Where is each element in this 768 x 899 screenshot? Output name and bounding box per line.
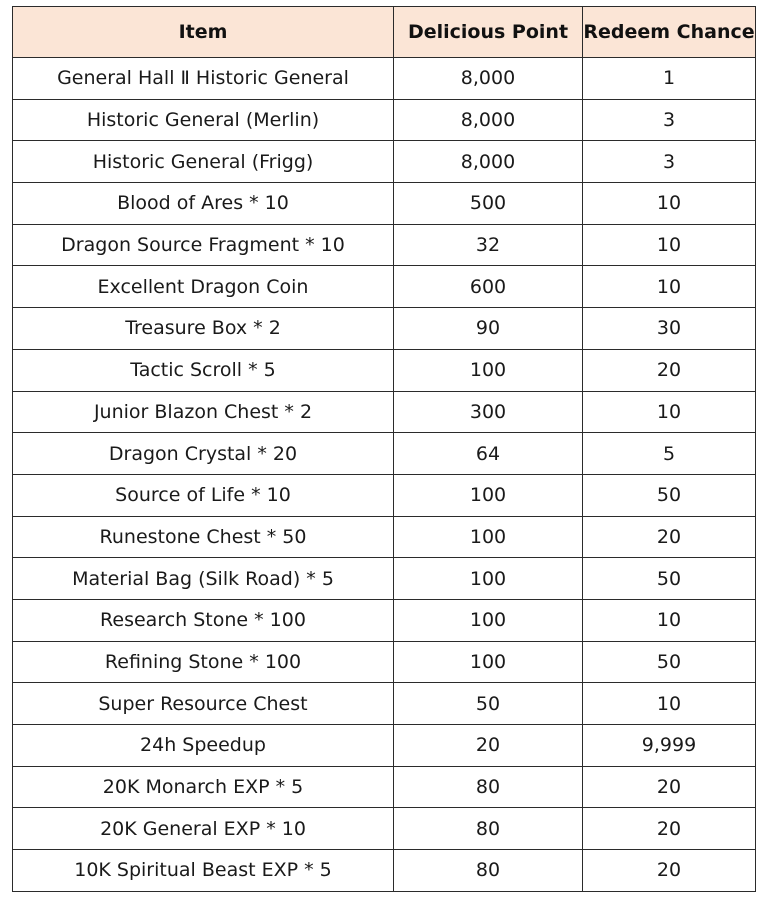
item-cell: General Hall Ⅱ Historic General [13,58,394,100]
redeem-table-container [12,6,756,892]
table-row [13,308,756,350]
delicious-point-cell: 50 [394,683,583,725]
delicious-point-cell: 100 [394,349,583,391]
delicious-point-cell: 100 [394,516,583,558]
redeem-chance-cell: 50 [583,558,756,600]
item-cell: Blood of Ares * 10 [13,183,394,225]
table-row [13,641,756,683]
redeem-chance-cell: 10 [583,266,756,308]
delicious-point-cell: 8,000 [394,58,583,100]
redeem-chance-cell: 10 [583,391,756,433]
header-redeem-chance: Redeem Chance [583,7,756,58]
table-row [13,433,756,475]
delicious-point-cell: 8,000 [394,99,583,141]
redeem-table [12,6,756,892]
redeem-chance-cell: 9,999 [583,725,756,767]
item-cell: 24h Speedup [13,725,394,767]
header-item: Item [13,7,394,58]
redeem-chance-cell: 20 [583,766,756,808]
table-row [13,516,756,558]
delicious-point-cell: 8,000 [394,141,583,183]
item-cell: 20K General EXP * 10 [13,808,394,850]
table-row [13,349,756,391]
delicious-point-cell: 80 [394,808,583,850]
redeem-chance-cell: 10 [583,183,756,225]
delicious-point-cell: 100 [394,599,583,641]
redeem-chance-cell: 10 [583,683,756,725]
item-cell: 10K Spiritual Beast EXP * 5 [13,850,394,892]
delicious-point-cell: 100 [394,558,583,600]
redeem-chance-cell: 30 [583,308,756,350]
table-row [13,391,756,433]
table-row [13,224,756,266]
table-row [13,808,756,850]
item-cell: Research Stone * 100 [13,599,394,641]
table-row [13,766,756,808]
redeem-chance-cell: 50 [583,474,756,516]
delicious-point-cell: 80 [394,850,583,892]
redeem-chance-cell: 20 [583,349,756,391]
item-cell: Historic General (Frigg) [13,141,394,183]
delicious-point-cell: 600 [394,266,583,308]
header-delicious-point: Delicious Point [394,7,583,58]
item-cell: Junior Blazon Chest * 2 [13,391,394,433]
table-row [13,558,756,600]
table-row [13,725,756,767]
table-row [13,599,756,641]
redeem-chance-cell: 1 [583,58,756,100]
delicious-point-cell: 80 [394,766,583,808]
item-cell: Material Bag (Silk Road) * 5 [13,558,394,600]
redeem-chance-cell: 5 [583,433,756,475]
redeem-chance-cell: 10 [583,224,756,266]
item-cell: Treasure Box * 2 [13,308,394,350]
delicious-point-cell: 100 [394,474,583,516]
table-row [13,99,756,141]
table-row [13,141,756,183]
delicious-point-cell: 64 [394,433,583,475]
item-cell: Dragon Crystal * 20 [13,433,394,475]
redeem-chance-cell: 10 [583,599,756,641]
redeem-chance-cell: 3 [583,99,756,141]
item-cell: Runestone Chest * 50 [13,516,394,558]
item-cell: Excellent Dragon Coin [13,266,394,308]
redeem-chance-cell: 20 [583,516,756,558]
item-cell: Refining Stone * 100 [13,641,394,683]
delicious-point-cell: 32 [394,224,583,266]
redeem-chance-cell: 20 [583,808,756,850]
delicious-point-cell: 500 [394,183,583,225]
table-row [13,58,756,100]
redeem-chance-cell: 50 [583,641,756,683]
item-cell: Dragon Source Fragment * 10 [13,224,394,266]
item-cell: Source of Life * 10 [13,474,394,516]
header-row [13,7,756,58]
item-cell: Super Resource Chest [13,683,394,725]
item-cell: Tactic Scroll * 5 [13,349,394,391]
delicious-point-cell: 20 [394,725,583,767]
delicious-point-cell: 100 [394,641,583,683]
delicious-point-cell: 90 [394,308,583,350]
delicious-point-cell: 300 [394,391,583,433]
redeem-chance-cell: 3 [583,141,756,183]
table-row [13,850,756,892]
table-row [13,183,756,225]
item-cell: Historic General (Merlin) [13,99,394,141]
table-row [13,683,756,725]
table-row [13,266,756,308]
item-cell: 20K Monarch EXP * 5 [13,766,394,808]
redeem-chance-cell: 20 [583,850,756,892]
table-row [13,474,756,516]
